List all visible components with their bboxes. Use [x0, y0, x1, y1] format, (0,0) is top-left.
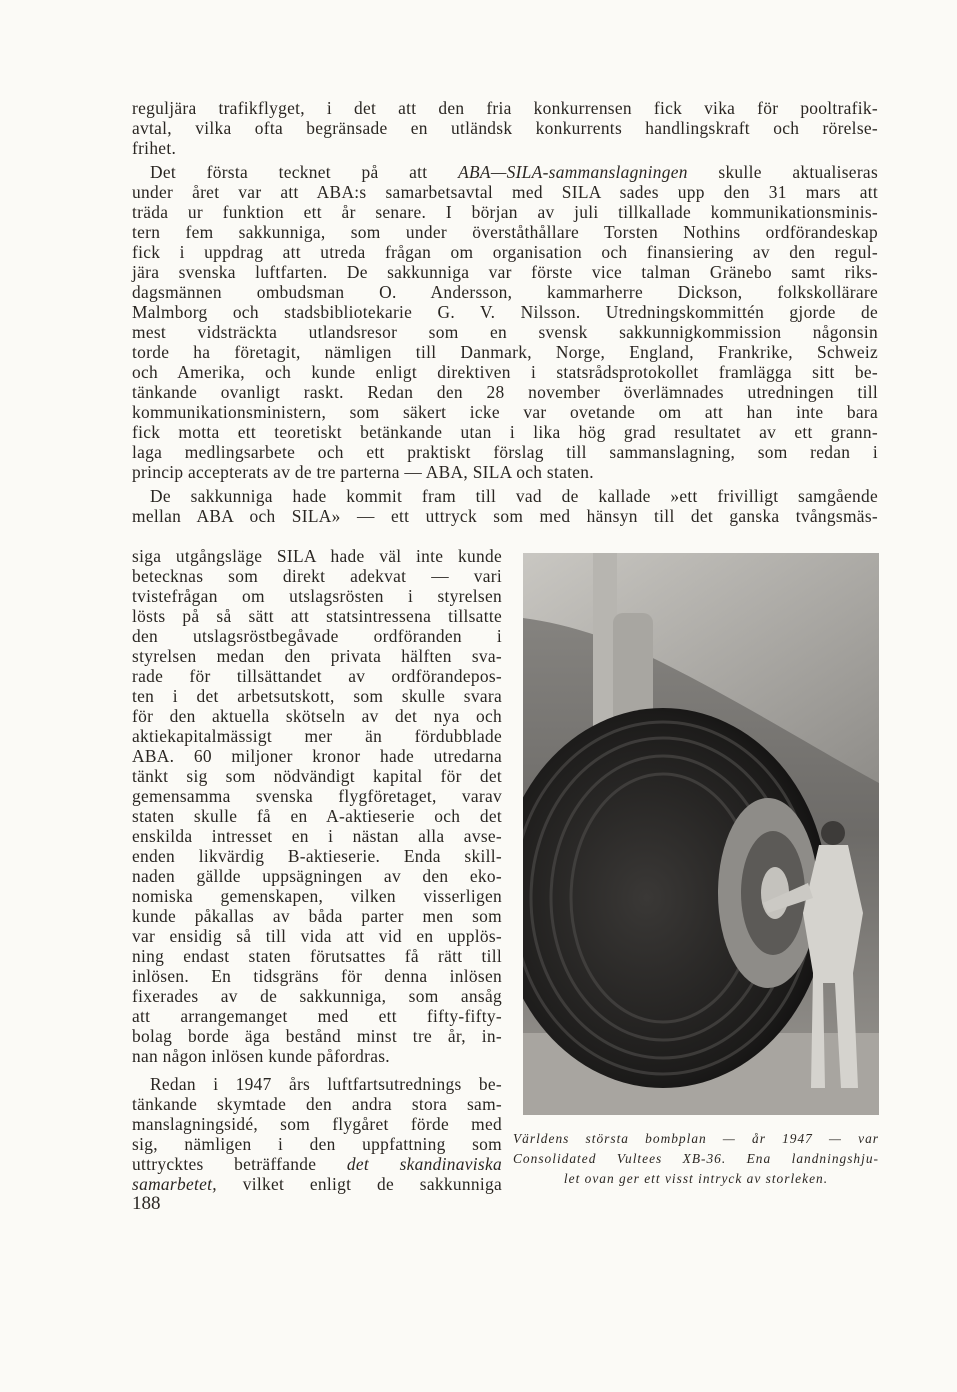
caption-line: Consolidated Vultees XB-36. Ena landningshju- [513, 1151, 879, 1166]
main-text-left-column [132, 546, 502, 1194]
text-segment: uttrycktes beträffande [132, 1154, 347, 1174]
text-line [132, 342, 878, 362]
text-line [132, 282, 878, 302]
text-segment: kunde påkallas av båda parter men som [132, 906, 502, 926]
text-segment: fick motta ett teoretiskt betänkande utan i lika hög grad resultatet av ett grann- [132, 422, 878, 442]
photo-caption [513, 1131, 879, 1191]
text-line [132, 746, 502, 766]
text-segment: princip accepterats av de tre parterna — ABA, SILA och staten. [132, 462, 594, 482]
main-text-full-width [132, 98, 878, 526]
text-line [132, 242, 878, 262]
text-segment: ten i det arbetsutskott, som skulle svara [132, 686, 502, 706]
text-line [132, 1114, 502, 1134]
page-number: 188 [132, 1193, 161, 1214]
text-line [132, 786, 502, 806]
text-segment: inlösen. En tidsgräns för denna inlösen [132, 966, 502, 986]
text-line [132, 826, 502, 846]
text-line [132, 886, 502, 906]
text-line [132, 262, 878, 282]
text-segment: avtal, vilka ofta begränsade en utländsk konkurrents handlingskraft och rörelse- [132, 118, 878, 138]
text-line [132, 382, 878, 402]
text-line [132, 362, 878, 382]
text-segment: reguljära trafikflyget, i det att den fria konkurrensen fick vika för pooltrafik- [132, 98, 878, 118]
text-segment: fick i uppdrag att utreda frågan om organisation och finansiering av den regul- [132, 242, 878, 262]
text-segment: dagsmännen ombudsman O. Andersson, kammarherre Dickson, folkskollärare [132, 282, 878, 302]
text-segment: ABA. 60 miljoner kronor hade utredarna [132, 746, 502, 766]
text-line [132, 586, 502, 606]
text-line [132, 966, 502, 986]
text-line [132, 626, 502, 646]
text-line [132, 118, 878, 138]
text-line [132, 1074, 502, 1094]
caption-line: let ovan ger ett visst intryck av storleken. [563, 1171, 829, 1186]
text-line [132, 726, 502, 746]
text-line [132, 566, 502, 586]
text-line [132, 442, 878, 462]
text-segment: ning endast staten förutsattes få rätt till [132, 946, 502, 966]
text-segment: kommunikationsministern, som säkert icke var ovetande om att han inte bara [132, 402, 878, 422]
text-line [132, 926, 502, 946]
text-line [132, 946, 502, 966]
text-line [132, 986, 502, 1006]
text-line [132, 486, 878, 506]
text-line [132, 302, 878, 322]
text-segment: Malmborg och stadsbibliotekarie G. V. Nilsson. Utredningskommittén gjorde de [132, 302, 878, 322]
text-line [132, 846, 502, 866]
text-segment: laga medlingsarbete och ett praktiskt förslag till sammanslagning, som redan i [132, 442, 878, 462]
text-segment: mellan ABA och SILA» — ett uttryck som med hänsyn till det ganska tvångsmäs- [132, 506, 878, 526]
text-line [132, 222, 878, 242]
text-line [132, 706, 502, 726]
text-segment: tänkande ovanligt raskt. Redan den 28 november överlämnades utredningen till [132, 382, 878, 402]
text-segment: tänkt sig som nödvändigt kapital för det [132, 766, 502, 786]
text-line [132, 322, 878, 342]
text-segment: staten skulle få en A-aktieserie och det [132, 806, 502, 826]
text-segment: nomiska gemenskapen, vilken visserligen [132, 886, 502, 906]
text-line [132, 1094, 502, 1114]
text-line [132, 1046, 502, 1066]
text-line [132, 1174, 502, 1194]
text-segment: träda ur funktion ett år senare. I början av juli tillkallade kommunikationsminis- [132, 202, 878, 222]
text-segment: under året var att ABA:s samarbetsavtal med SILA sades upp den 31 mars att [132, 182, 878, 202]
text-segment: De sakkunniga hade kommit fram till vad de kallade »ett frivilligt samgående [150, 486, 878, 506]
text-segment: den utslagsröstbegåvade ordföranden i [132, 626, 502, 646]
text-segment: tänkande skymtade den andra stora sam- [132, 1094, 502, 1114]
text-segment: Det första tecknet på att [150, 162, 459, 182]
text-line [132, 666, 502, 686]
text-segment: tern fem sakkunniga, som under överståthållare Torsten Nothins ordförandeskap [132, 222, 878, 242]
italic-text-segment: samarbetet, [132, 1174, 217, 1194]
text-line [132, 138, 878, 158]
text-line [132, 1154, 502, 1174]
text-line [132, 606, 502, 626]
text-segment: manslagningsidé, som flygåret förde med [132, 1114, 502, 1134]
text-segment: enskilda intresset en i nästan alla avse- [132, 826, 502, 846]
text-segment: styrelsen medan den privata hälften sva- [132, 646, 502, 666]
text-segment: enden likvärdig B-aktieserie. Enda skill- [132, 846, 502, 866]
italic-text-segment: det skandinaviska [346, 1154, 502, 1174]
text-line [132, 866, 502, 886]
text-line [132, 1006, 502, 1026]
text-line [132, 98, 878, 118]
text-segment: tvistefrågan om utslagsrösten i styrelsen [132, 586, 502, 606]
text-segment: rade för tillsättandet av ordförandepos- [132, 666, 502, 686]
caption-line: Världens största bombplan — år 1947 — var [513, 1131, 879, 1146]
text-segment: lösts på så sätt att statsintressena tillsatte [132, 606, 502, 626]
text-line [132, 646, 502, 666]
text-line [132, 1026, 502, 1046]
text-segment: skulle aktualiseras [687, 162, 879, 182]
text-segment: fixerades av de sakkunniga, som ansåg [132, 986, 502, 1006]
text-segment: sig, nämligen i den uppfattning som [132, 1134, 502, 1154]
text-segment: för den aktuella skötseln av det nya och [132, 706, 502, 726]
italic-text-segment: ABA—SILA-sammanslagningen [458, 162, 688, 182]
text-segment: torde ha företagit, nämligen till Danmark, Norge, England, Frankrike, Schweiz [132, 342, 878, 362]
text-segment: nan någon inlösen kunde påfordras. [132, 1046, 390, 1066]
text-line [132, 766, 502, 786]
text-segment: siga utgångsläge SILA hade väl inte kunde [132, 546, 502, 566]
text-segment: jära svenska luftfarten. De sakkunniga var förste vice talman Gränebo samt riks- [132, 262, 878, 282]
text-line [132, 462, 878, 482]
text-segment: naden gällde uppsägningen av den eko- [132, 866, 502, 886]
text-segment: betecknas som direkt adekvat — vari [132, 566, 502, 586]
text-segment: frihet. [132, 138, 177, 158]
text-line [132, 1134, 502, 1154]
text-segment: bolag borde äga bestånd minst tre år, in- [132, 1026, 502, 1046]
text-line [132, 806, 502, 826]
text-line [132, 686, 502, 706]
text-line [132, 546, 502, 566]
text-segment: mest vidsträckta utlandsresor som en svensk sakkunnigkommission någonsin [132, 322, 878, 342]
text-segment: var ensidig så till vida att vid en upplös- [132, 926, 502, 946]
photo-landing-wheel [523, 553, 879, 1115]
text-line [132, 182, 878, 202]
text-segment: att arrangemanget med ett fifty-fifty- [132, 1006, 502, 1026]
text-line [132, 906, 502, 926]
text-segment: och Amerika, och kunde enligt direktiven i statsrådsprotokollet framlägga sitt be- [132, 362, 878, 382]
text-line [132, 402, 878, 422]
text-line [132, 506, 878, 526]
text-segment: Redan i 1947 års luftfartsutrednings be- [150, 1074, 502, 1094]
text-line [132, 202, 878, 222]
text-line [132, 162, 878, 182]
text-segment: vilket enligt de sakkunniga [216, 1174, 502, 1194]
text-segment: gemensamma svenska flygföretaget, varav [132, 786, 502, 806]
text-segment: aktiekapitalmässigt mer än fördubblade [132, 726, 502, 746]
text-line [132, 422, 878, 442]
